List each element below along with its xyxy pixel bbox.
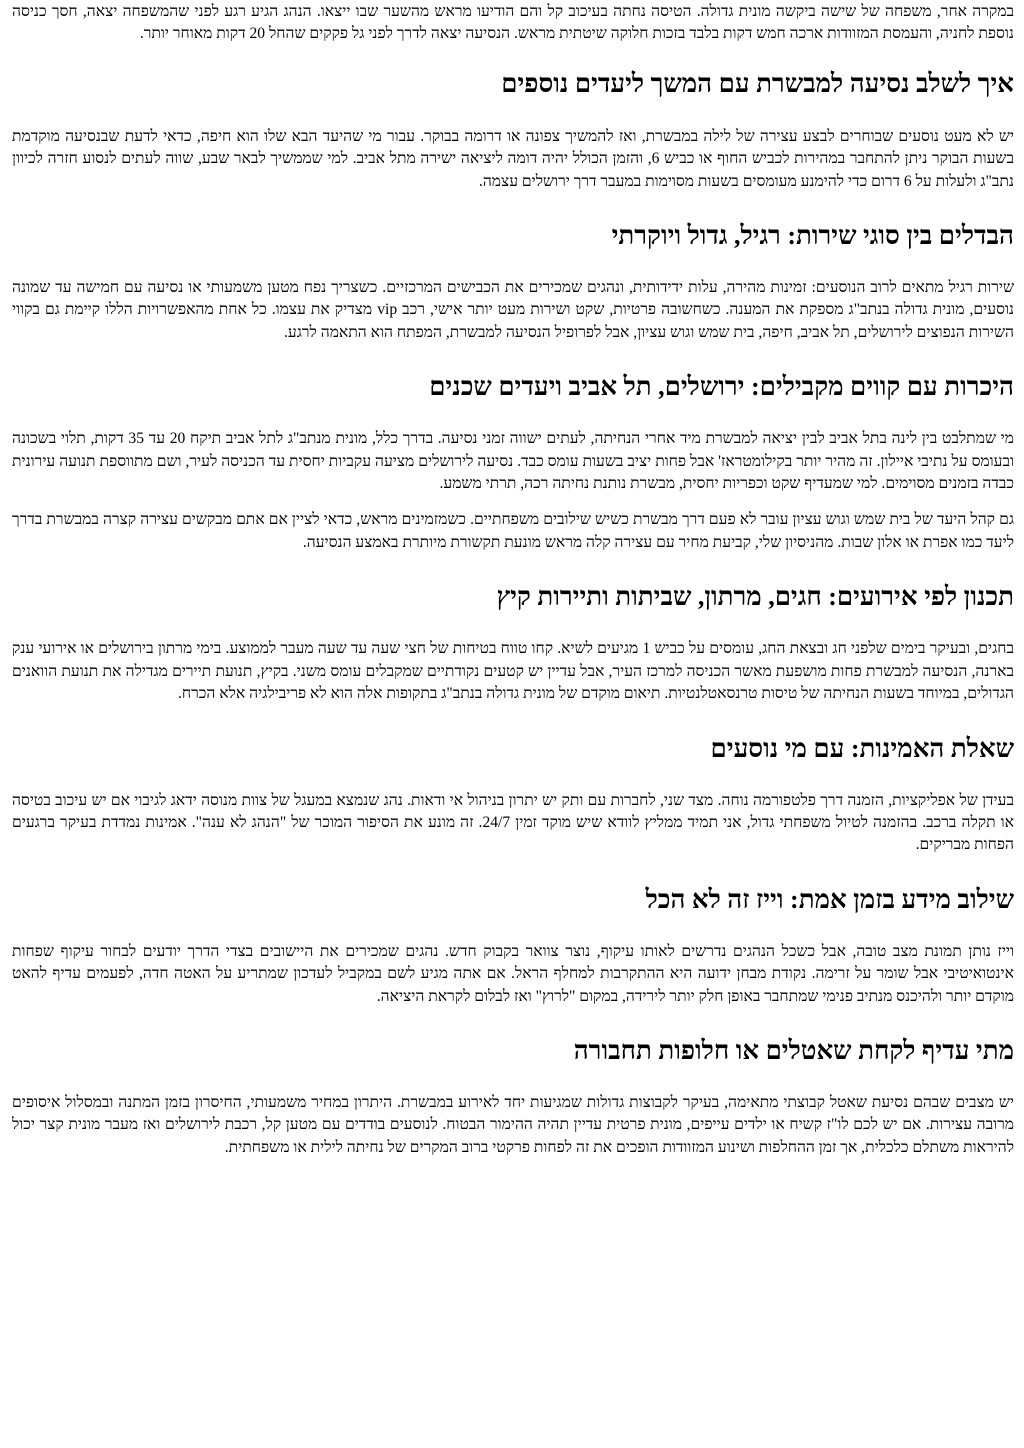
section-heading: שילוב מידע בזמן אמת: וייז זה לא הכל [645,884,1014,914]
section-reliability [12,733,1014,857]
section-paragraph: מי שמתלבט בין לינה בתל אביב לבין יציאה למבשרת מיד אחרי הנחיתה, לעתים ישווה זמני נסיעה. בדרך כלל, מונית מנתב"ג לתל אביב תיקח 20 עד 35 דקות, תלוי בשכונה ובעומס על נתיבי איילון. זה מהיר יותר בקילומטראז' אבל פחות יציב בשעות עומס כבד. נסיעה לירושלים מציעה עקביות יחסית עד הכניסה לעיר, ושם מתווספת תנועה עירונית כבדה בזמנים מסוימים. למי שמעדיף שקט וכפריות יחסית, מבשרת נותנת נחיתה רכה, תרתי משמע. [12,430,1015,493]
section-paragraph: גם קהל היעד של בית שמש וגוש עציון עובר לא פעם דרך מבשרת כשיש שילובים משפחתיים. כשמזמינים מראש, כדאי לציין אם אתם מבקשים עצירה קצרה במבשרת בדרך ליעד כמו אפרת או אלון שבות. מהניסיון שלי, קביעת מחיר עם עצירה קלה מראש מונעת תקשורת מיותרת באמצע הנסיעה. [12,511,1014,551]
section-heading: מתי עדיף לקחת שאטלים או חלופות תחבורה [573,1035,1014,1065]
intro-paragraph: במקרה אחר, משפחה של שישה ביקשה מונית גדולה. הטיסה נחתה בעיכוב קל והם הודיעו מראש מהשער שבו ייצאו. הנהג הגיע רגע לפני שהמשפחה יצאה, חסך כניסה נוספת לחניה, והעמסת המזוודות ארכה חמש דקות בלבד בזכות חלוקה שיטתית מראש. הנסיעה יצאה לדרך לפני גל פקקים שהחל 20 דקות מאוחר יותר. [12,3,1014,43]
section-event-planning [12,581,1014,705]
section-parallel-routes [12,371,1014,554]
section-paragraph: וייז נותן תמונת מצב טובה, אבל כשכל הנהגים נדרשים לאותו עיקוף, נוצר צוואר בקבוק חדש. נהגים שמכירים את היישובים בצדי הדרך יודעים לבחור עיקוף שפחות אינטואיטיבי אבל שומר על זרימה. נקודת מבחן ידועה היא ההתקרבות למחלף הראל. אם אתה מגיע לשם במקביל לעדכון שמתריע על האטה חדה, לפעמים עדיף להאט מוקדם יותר ולהיכנס מנתיב פנימי שמתחבר באופן חלק יותר לירידה, במקום "לרוץ" ואז לבלום לקראת היציאה. [12,942,1014,1005]
section-heading: תכנון לפי אירועים: חגים, מרתון, שביתות ותיירות קיץ [496,582,1014,612]
section-paragraph: בעידן של אפליקציות, הזמנה דרך פלטפורמה נוחה. מצד שני, לחברות עם ותק יש יתרון בניהול אי ודאות. נהג שנמצא במעגל של צוות מנוסה ידאג לגיבוי אם יש עיכוב בטיסה או תקלה ברכב. בהזמנה לטיול משפחתי גדול, אני תמיד ממליץ לוודא שיש מוקד זמין 24/7. זה מונע את הסיפור המוכר של "הנהג לא ענה". אמינות נמדדת בעיקר ברגעים הפחות מבריקים. [12,791,1015,854]
section-heading: איך לשלב נסיעה למבשרת עם המשך ליעדים נוספים [501,68,1014,98]
section-service-types [12,220,1014,344]
section-combining-destinations [12,68,1014,193]
section-paragraph: שירות רגיל מתאים לרוב הנוסעים: זמינות מהירה, עלות ידידותית, ונהגים שמכירים את הכבישים המרכזיים. כשצריך נפח מטען משמעותי או נסיעה עם חמישה עד שמונה נוסעים, מונית גדולה בנתב"ג מספקת את המענה. כשחשובה פרטיות, שקט ושירות מעט יותר אישי, רכב vip מצדיק את עצמו. כל אחת מהאפשרויות הללו קיימת גם בקווי השירות הנפוצים לירושלים, תל אביב, חיפה, בית שמש וגוש עציון, אבל לפרופיל הנסיעה למבשרת, המפתח הוא התאמה לרגע. [12,279,1014,341]
section-shuttle-alternatives [12,1035,1014,1159]
section-realtime-info [12,884,1014,1008]
section-heading: הבדלים בין סוגי שירות: רגיל, גדול ויוקרתי [611,221,1014,251]
section-heading: היכרות עם קווים מקבילים: ירושלים, תל אביב ויעדים שכנים [429,372,1014,402]
section-heading: שאלת האמינות: עם מי נוסעים [710,733,1014,763]
section-paragraph: יש לא מעט נוסעים שבוחרים לבצע עצירה של לילה במבשרת, ואז להמשיך צפונה או דרומה בבוקר. עבור מי שהיעד הבא שלו הוא חיפה, כדאי לדעת שבנסיעה מוקדמת בשעות הבוקר ניתן להתחבר במהירות לכביש החוף או כביש 6, והזמן הכולל יהיה דומה ליציאה ישירה מתל אביב. למי שממשיך לבאר שבע, שווה לעתים לנסוע חזרה לכיוון נתב"ג ולעלות על 6 דרום כדי להימנע מעומסים בשעות מסוימות במעבר דרך ירושלים עצמה. [12,127,1014,190]
section-paragraph: יש מצבים שבהם נסיעת שאטל קבוצתי מתאימה, בעיקר לקבוצות גדולות שמגיעות יחד לאירוע במבשרת. היתרון במחיר משמעותי, החיסרון בזמן המתנה ובמסלול איסופים מרובה עצירות. אם יש לכם לו"ז קשיח או ילדים עייפים, מונית פרטית עדיין תהיה ההימור הבטוח. לנוסעים בודדים עם מטען קל, רכבת לירושלים ואז מעבר מונית קצר יכול להיראות משתלם כלכלית, אך זמן ההחלפות ושינוע המזוודות הופכים את זה לפחות פרקטי ברוב המקרים של נחיתה לילית או משפחתית. [12,1093,1014,1156]
section-paragraph: בחגים, ובעיקר בימים שלפני חג ובצאת החג, עומסים על כביש 1 מגיעים לשיא. קחו טווח בטיחות של חצי שעה עד שעה מעבר לממוצע. בימי מרתון בירושלים או אירועי ענק בארנה, הנסיעה למבשרת פחות מושפעת מאשר הכניסה למרכז העיר, אבל עדיין יש קטעים נקודתיים שמקבלים עומס משני. בקיץ, תנועת תיירים מגדילה את תנועת הוואנים הגדולים, במיוחד בשעות הנחיתה של טיסות טרנסאטלנטיות. תיאום מוקדם של מונית גדולה בנתב"ג בתקופות אלה הוא לא פריבילגיה אלא הכרח. [12,640,1014,703]
